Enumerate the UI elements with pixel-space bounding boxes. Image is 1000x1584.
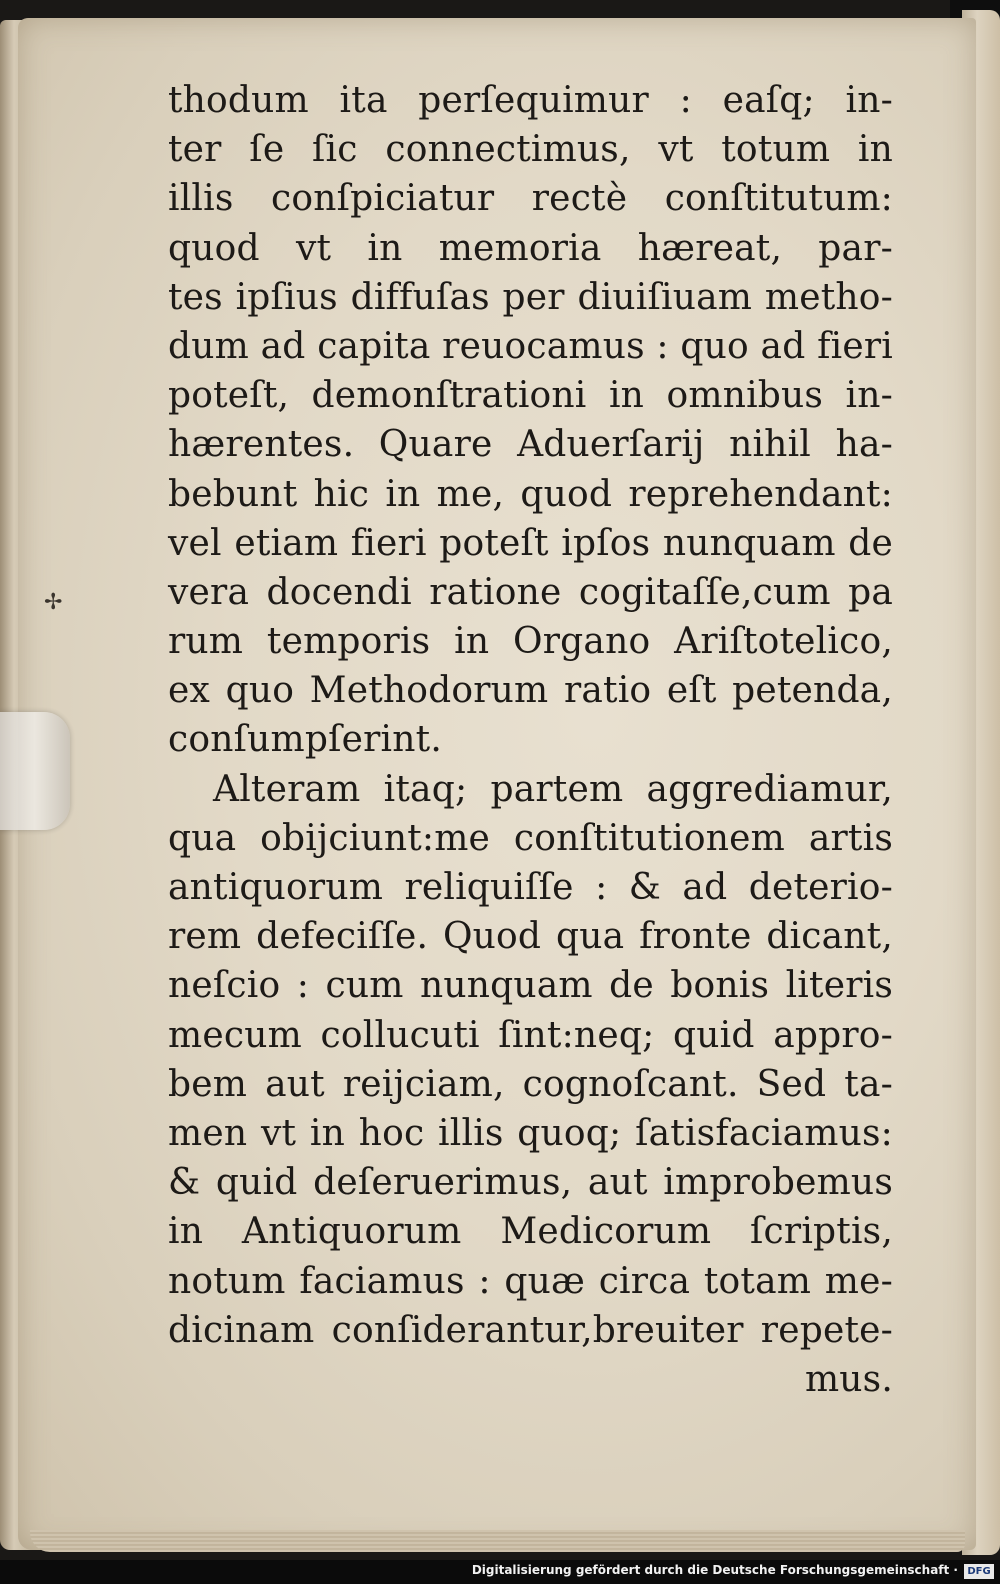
text-line: conſumpſerint. xyxy=(168,719,442,761)
text-line: mecum collucuti ſint:neq; quid appro- xyxy=(168,1014,893,1056)
text-line: neſcio : cum nunquam de bonis literis xyxy=(168,965,893,1007)
text-line: illis conſpiciatur rectè conſtitutum: xyxy=(168,178,893,220)
book-clasp xyxy=(0,712,70,830)
footer-bar xyxy=(0,1560,1000,1584)
text-line: in Antiquorum Medicorum ſcriptis, xyxy=(168,1211,893,1253)
text-line: dum ad capita reuocamus : quo ad fieri xyxy=(168,325,893,367)
text-line: men vt in hoc illis quoq; ſatisfaciamus: xyxy=(168,1112,893,1154)
dfg-logo: DFG xyxy=(964,1564,994,1579)
margin-mark: ✢ xyxy=(44,590,63,615)
text-line: dicinam conſiderantur,breuiter repete- xyxy=(168,1309,893,1351)
text-line: rem defeciſſe. Quod qua fronte dicant, xyxy=(168,916,893,958)
text-line: thodum ita perſequimur : eaſq; in- xyxy=(168,80,893,121)
text-line: rum temporis in Organo Ariſtotelico, xyxy=(168,621,893,663)
text-line: bem aut reijciam, cognoſcant. Sed ta- xyxy=(168,1063,893,1105)
text-line: vera docendi ratione cogitaſſe,cum pa xyxy=(168,571,893,613)
text-line: hærentes. Quare Aduerſarij nihil ha- xyxy=(168,424,893,466)
bottom-page-stack xyxy=(30,1530,965,1552)
text-line: ter ſe ſic connectimus, vt totum in xyxy=(168,129,893,171)
page-text xyxy=(168,76,893,1404)
text-line: antiquorum reliquiſſe : & ad deterio- xyxy=(168,867,893,908)
digitization-note: Digitalisierung gefördert durch die Deutsche Forschungsgemeinschaft · xyxy=(471,1563,958,1577)
text-line: vel etiam fieri poteſt ipſos nunquam de xyxy=(168,522,893,564)
text-line: notum faciamus : quæ circa totam me- xyxy=(168,1260,893,1302)
text-line: ex quo Methodorum ratio eſt petenda, xyxy=(168,670,893,712)
text-line: & quid deſeruerimus, aut improbemus xyxy=(168,1162,893,1204)
text-line: mus. xyxy=(804,1358,893,1400)
text-line: qua obijciunt:me conſtitutionem artis xyxy=(168,817,893,859)
text-line: quod vt in memoria hæreat, par- xyxy=(168,227,893,269)
text-line: tes ipſius diffuſas per diuiſiuam metho- xyxy=(168,276,893,318)
text-line: Alteram itaq; partem aggrediamur, xyxy=(213,768,893,810)
text-line: bebunt hic in me, quod reprehendant: xyxy=(168,473,893,515)
text-line: poteſt, demonſtrationi in omnibus in- xyxy=(168,375,893,417)
